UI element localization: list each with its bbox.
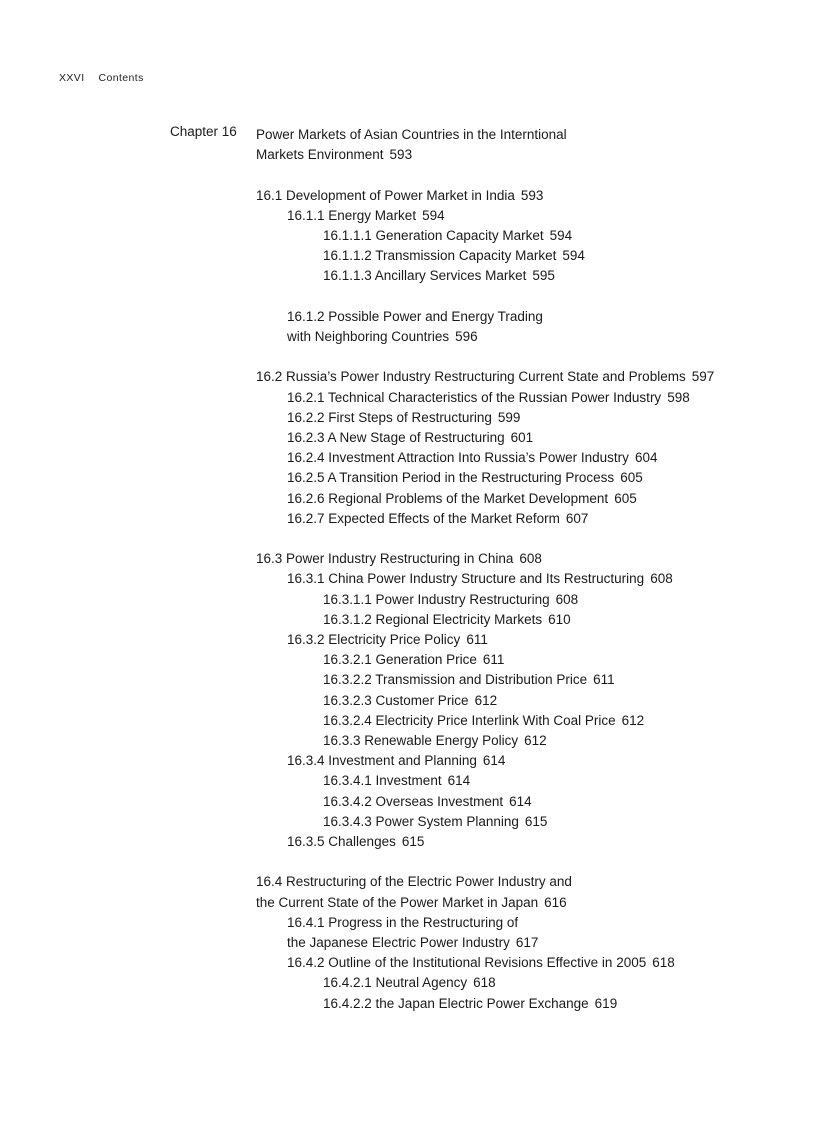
toc-entry-page-number: 618 [652,955,675,971]
toc-entry-page-number: 604 [634,450,658,466]
toc-entry [256,428,801,448]
toc-entry [256,650,801,670]
toc-entry [256,125,801,145]
running-head-title: Contents [98,72,144,84]
toc-entry-title: 16.1.1.1 Generation Capacity Market [323,228,544,243]
toc-spacer [256,165,801,185]
toc-entry-title: 16.1 Development of Power Market in India [256,187,515,203]
toc-entry-page-number: 612 [621,712,645,728]
toc-entry-title: 16.2.4 Investment Attraction Into Russia’s Power Industry [287,450,629,466]
toc-entry-page-number: 610 [548,611,571,627]
toc-entry [256,145,801,165]
toc-entry [256,812,801,832]
toc-entry-title: 16.3.5 Challenges [287,834,396,850]
toc-entry-title: 16.3.1.2 Regional Electricity Markets [323,611,543,627]
toc-spacer [256,529,801,549]
toc-entry-page-number: 601 [510,430,534,445]
toc-entry-page-number: 617 [515,935,539,951]
toc-entry-page-number: 607 [565,510,589,526]
toc-entry-page-number: 611 [593,672,615,688]
toc-entry-page-number: 595 [532,268,555,284]
toc-entry-title: 16.2 Russia’s Power Industry Restructuring Current State and Problems [256,369,686,385]
toc-spacer [256,347,801,367]
toc-entry [256,489,801,509]
toc-entry-title: with Neighboring Countries [287,329,450,344]
toc-entry-page-number: 594 [562,248,585,264]
toc-entry [256,872,801,892]
toc-entry [256,751,801,771]
toc-entry [256,691,801,711]
toc-entry [256,711,801,731]
toc-entry-title: 16.3.4.2 Overseas Investment [323,793,504,809]
toc-entry-title: 16.3.2.1 Generation Price [323,652,477,668]
toc-entry-title: 16.1.1 Energy Market [287,207,417,223]
table-of-contents [256,125,801,1014]
toc-entry-page-number: 616 [544,894,567,910]
toc-entry-page-number: 618 [473,975,496,991]
toc-entry-page-number: 614 [509,793,532,809]
page-folio: XXVI [59,72,85,84]
toc-entry-title: 16.3.2 Electricity Price Policy [287,632,461,648]
toc-entry-title: 16.3 Power Industry Restructuring in China [256,551,514,567]
toc-entry-title: 16.4 Restructuring of the Electric Power Industry and [256,874,572,890]
toc-entry-title: the Japanese Electric Power Industry [287,935,510,951]
toc-entry [256,994,801,1014]
toc-entry [256,307,801,327]
toc-entry [256,792,801,812]
toc-entry-title: 16.1.2 Possible Power and Energy Trading [287,308,543,324]
toc-entry [256,246,801,266]
toc-entry [256,186,801,206]
toc-entry-page-number: 614 [447,773,471,789]
toc-entry-title: the Current State of the Power Market in Japan [256,894,539,910]
toc-entry-title: 16.2.1 Technical Characteristics of the Russian Power Industry [287,389,662,405]
toc-entry-page-number: 615 [401,834,425,850]
toc-entry-page-number: 611 [466,632,488,648]
toc-entry-page-number: 597 [691,369,715,385]
toc-entry-title: 16.3.4.3 Power System Planning [323,813,519,829]
toc-entry-title: 16.4.1 Progress in the Restructuring of [287,914,519,930]
chapter-label: Chapter 16 [170,124,237,139]
toc-entry-title: 16.3.3 Renewable Energy Policy [323,733,519,749]
toc-entry-title: 16.4.2.1 Neutral Agency [323,975,468,991]
toc-entry [256,226,801,246]
toc-entry [256,832,801,852]
toc-entry-title: 16.3.2.3 Customer Price [323,692,469,708]
toc-entry-page-number: 612 [474,692,498,708]
toc-entry [256,266,801,286]
toc-spacer [256,287,801,307]
toc-entry [256,771,801,791]
toc-entry-page-number: 608 [519,551,542,567]
toc-entry-page-number: 594 [422,207,445,223]
toc-entry-title: 16.3.1.1 Power Industry Restructuring [323,591,550,607]
toc-entry-title: 16.1.1.2 Transmission Capacity Market [323,248,557,264]
toc-entry [256,590,801,610]
toc-entry-title: 16.2.2 First Steps of Restructuring [287,409,492,425]
toc-entry-page-number: 593 [520,187,544,203]
toc-spacer [256,852,801,872]
toc-entry [256,468,801,488]
toc-entry [256,913,801,933]
toc-entry [256,549,801,569]
toc-entry-title: 16.3.2.4 Electricity Price Interlink With Coal Price [323,712,616,728]
toc-entry-title: 16.2.7 Expected Effects of the Market Reform [287,510,560,526]
toc-entry [256,933,801,953]
toc-entry [256,509,801,529]
toc-entry-title: 16.3.4.1 Investment [323,773,442,789]
toc-entry [256,953,801,973]
running-head [59,72,144,84]
toc-entry [256,327,801,347]
toc-entry-title: 16.1.1.3 Ancillary Services Market [323,268,527,284]
toc-entry-page-number: 608 [650,571,673,587]
toc-entry [256,731,801,751]
toc-entry-title: 16.4.2 Outline of the Institutional Revisions Effective in 2005 [287,955,647,971]
toc-entry-page-number: 605 [620,470,643,486]
toc-entry [256,610,801,630]
toc-entry-title: 16.4.2.2 the Japan Electric Power Exchange [323,995,589,1011]
toc-entry-title: 16.2.5 A Transition Period in the Restructuring Process [287,470,615,486]
toc-entry-page-number: 612 [524,733,547,749]
toc-entry-page-number: 608 [555,591,579,607]
toc-entry-page-number: 611 [482,652,505,668]
toc-entry-title: Power Markets of Asian Countries in the Interntional [256,127,567,142]
toc-entry-title: 16.3.1 China Power Industry Structure and Its Restructuring [287,571,645,587]
toc-entry-title: 16.2.6 Regional Problems of the Market Development [287,490,609,506]
toc-entry [256,388,801,408]
toc-entry-page-number: 593 [389,147,413,163]
toc-entry-title: 16.3.4 Investment and Planning [287,753,477,769]
toc-entry-page-number: 596 [455,329,478,344]
toc-entry-page-number: 599 [497,409,521,425]
toc-entry [256,630,801,650]
toc-entry-page-number: 615 [524,813,548,829]
toc-entry [256,973,801,993]
toc-entry-title: 16.3.2.2 Transmission and Distribution Price [323,672,588,688]
toc-entry-page-number: 614 [482,753,506,769]
toc-entry [256,408,801,428]
toc-entry [256,569,801,589]
toc-entry [256,206,801,226]
toc-entry-title: 16.2.3 A New Stage of Restructuring [287,430,505,445]
toc-entry [256,670,801,690]
toc-entry-page-number: 619 [594,995,618,1011]
toc-entry-page-number: 598 [667,389,690,405]
toc-entry-page-number: 605 [614,490,637,506]
toc-entry [256,448,801,468]
toc-entry [256,367,801,387]
toc-entry [256,893,801,913]
toc-entry-page-number: 594 [549,228,573,243]
toc-entry-title: Markets Environment [256,147,384,163]
